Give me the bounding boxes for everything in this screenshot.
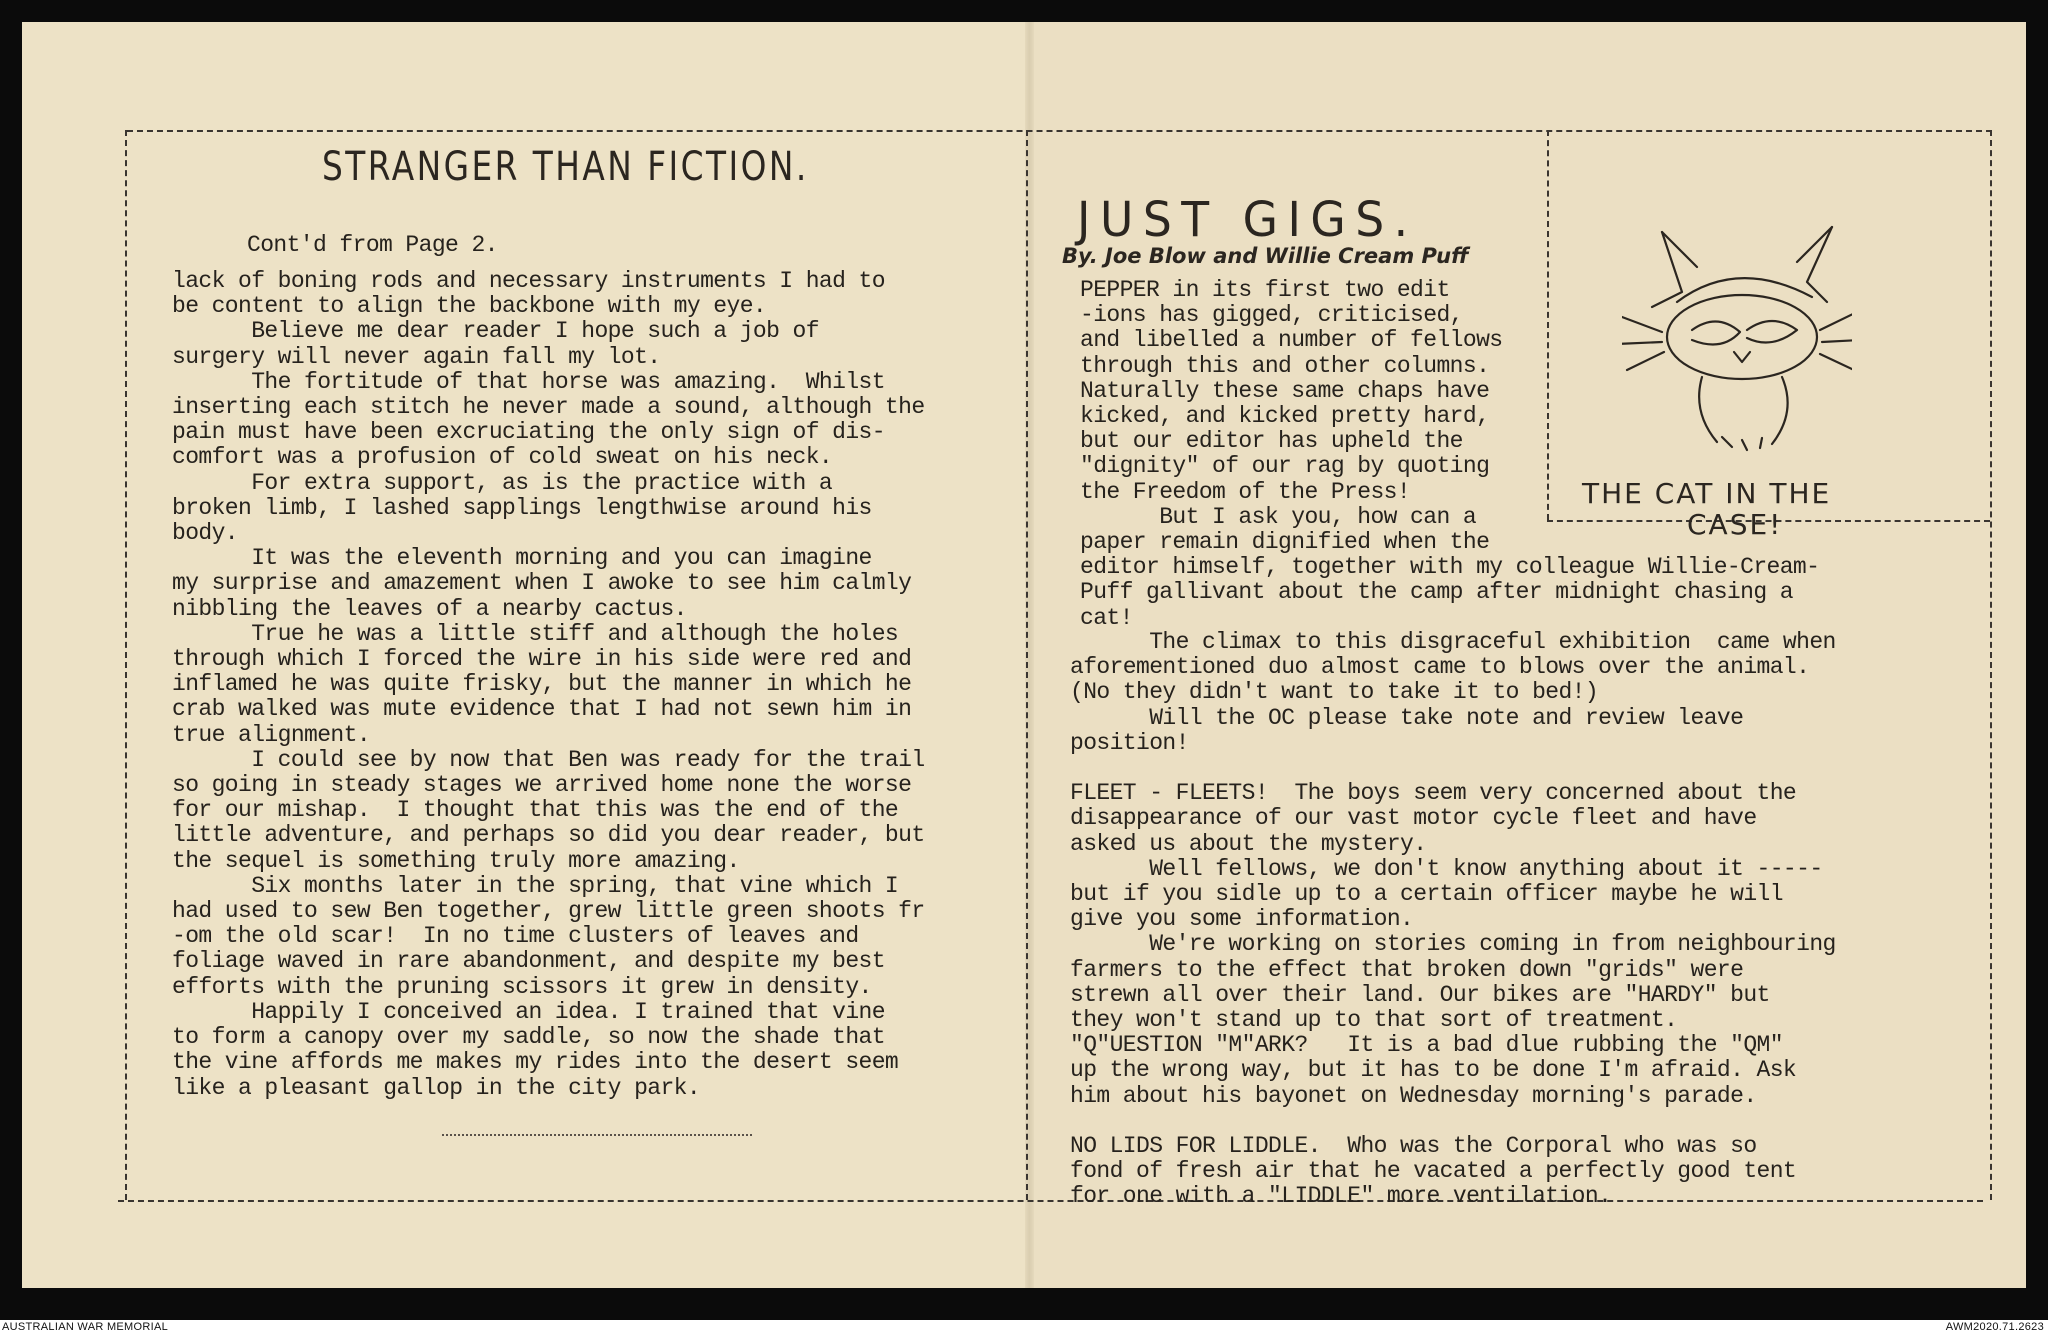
text-line: aforementioned duo almost came to blows over the animal. xyxy=(1070,654,1810,681)
text-line: asked us about the mystery. xyxy=(1070,830,1427,857)
text-line: editor himself, together with my colleague Willie-Cream- xyxy=(1080,554,1820,581)
text-line: Naturally these same chaps have xyxy=(1080,377,1490,404)
text-line: "Q"UESTION "M"ARK? It is a bad dlue rubbing the "QM" xyxy=(1070,1032,1783,1059)
text-line xyxy=(1070,1109,1836,1134)
text-line: farmers to the effect that broken down "grids" were xyxy=(1070,956,1744,983)
text-line: -om the old scar! In no time clusters of leaves and xyxy=(172,923,859,950)
catalogue-number: AWM2020.71.2623 xyxy=(1945,1321,2044,1333)
text-line: lack of boning rods and necessary instruments I had to xyxy=(172,268,885,294)
text-line: little adventure, and perhaps so did you dear reader, but xyxy=(172,822,925,849)
text-line: comfort was a profusion of cold sweat on his neck. xyxy=(172,444,833,471)
text-line: for one with a "LIDDLE" more ventilation. xyxy=(1070,1183,1612,1210)
text-line: they won't stand up to that sort of treatment. xyxy=(1070,1007,1678,1034)
text-line: be content to align the backbone with my eye. xyxy=(172,293,767,320)
text-line: True he was a little stiff and although the holes xyxy=(172,620,899,647)
frame-border-right xyxy=(1990,130,1992,1200)
text-line: efforts with the pruning scissors it grew in density. xyxy=(172,973,872,1000)
text-line: It was the eleventh morning and you can imagine xyxy=(172,545,872,572)
text-line: the sequel is something truly more amazing. xyxy=(172,847,740,874)
text-line: up the wrong way, but it has to be done I'm afraid. Ask xyxy=(1070,1057,1797,1084)
text-line: PEPPER in its first two edit xyxy=(1080,277,1450,303)
text-line: NO LIDS FOR LIDDLE. Who was the Corporal who was so xyxy=(1070,1133,1757,1160)
text-line: through this and other columns. xyxy=(1080,352,1490,379)
column-divider xyxy=(1026,130,1028,1200)
frame-border-left xyxy=(125,130,127,1200)
text-line: Happily I conceived an idea. I trained that vine xyxy=(172,998,885,1025)
text-line: Six months later in the spring, that vine which I xyxy=(172,872,899,899)
text-line: through which I forced the wire in his side were red and xyxy=(172,646,912,673)
cat-caption-line1: THE CAT IN THE xyxy=(1582,477,1832,510)
text-line: -ions has gigged, criticised, xyxy=(1080,302,1463,329)
text-line: so going in steady stages we arrived home none the worse xyxy=(172,772,912,799)
text-line: and libelled a number of fellows xyxy=(1080,327,1503,354)
text-line: the Freedom of the Press! xyxy=(1080,478,1411,505)
text-line: Will the OC please take note and review leave xyxy=(1070,704,1744,731)
text-line: the vine affords me makes my rides into the desert seem xyxy=(172,1049,899,1076)
text-line: give you some information. xyxy=(1070,906,1414,933)
cat-caption-line2: CASE! xyxy=(1687,508,1783,541)
text-line: paper remain dignified when the xyxy=(1080,529,1490,556)
text-line: (No they didn't want to take it to bed!) xyxy=(1070,679,1599,706)
text-line: kicked, and kicked pretty hard, xyxy=(1080,403,1490,430)
text-line: I could see by now that Ben was ready for the trail xyxy=(172,746,925,773)
frame-border-top xyxy=(127,130,1992,132)
text-line: cat! xyxy=(1080,604,1133,631)
text-line: "dignity" of our rag by quoting xyxy=(1080,453,1490,480)
text-line: The fortitude of that horse was amazing. Whilst xyxy=(172,368,885,395)
text-line: crab walked was mute evidence that I had not sewn him in xyxy=(172,696,912,723)
footer-bar xyxy=(0,1320,2048,1333)
text-line: inflamed he was quite frisky, but the manner in which he xyxy=(172,671,912,698)
byline: By. Joe Blow and Willie Cream Puff xyxy=(1062,244,1469,268)
text-line: For extra support, as is the practice with a xyxy=(172,469,833,496)
text-line: had used to sew Ben together, grew little green shoots fr xyxy=(172,898,925,925)
text-line: body. xyxy=(172,520,239,547)
text-line: The climax to this disgraceful exhibition came when xyxy=(1070,629,1836,655)
text-line: for our mishap. I thought that this was the end of the xyxy=(172,797,899,824)
text-line: true alignment. xyxy=(172,721,371,748)
continued-note: Cont'd from Page 2. xyxy=(247,232,498,258)
text-line: FLEET - FLEETS! The boys seem very concerned about the xyxy=(1070,780,1797,807)
text-line: foliage waved in rare abandonment, and despite my best xyxy=(172,948,885,975)
text-line: nibbling the leaves of a nearby cactus. xyxy=(172,595,687,622)
text-line: fond of fresh air that he vacated a perfectly good tent xyxy=(1070,1158,1797,1185)
text-line: strewn all over their land. Our bikes are "HARDY" but xyxy=(1070,981,1770,1008)
credit-line: AUSTRALIAN WAR MEMORIAL xyxy=(2,1321,169,1333)
text-line: but if you sidle up to a certain officer maybe he will xyxy=(1070,881,1783,908)
newsletter-spread xyxy=(22,22,2026,1288)
gigs-column-lower xyxy=(1070,630,1836,1210)
text-line: surgery will never again fall my lot. xyxy=(172,343,661,370)
text-line: We're working on stories coming in from neighbouring xyxy=(1070,931,1836,958)
text-line: position! xyxy=(1070,729,1189,756)
text-line: like a pleasant gallop in the city park. xyxy=(172,1074,701,1101)
text-line: Well fellows, we don't know anything about it ----- xyxy=(1070,855,1823,882)
text-line: disappearance of our vast motor cycle fleet and have xyxy=(1070,805,1757,832)
end-separator xyxy=(442,1134,752,1136)
text-line: broken limb, I lashed sapplings lengthwise around his xyxy=(172,494,872,521)
text-line: him about his bayonet on Wednesday morning's parade. xyxy=(1070,1082,1757,1109)
article-title: STRANGER THAN FICTION. xyxy=(322,144,809,190)
text-line: to form a canopy over my saddle, so now the shade that xyxy=(172,1024,885,1051)
text-line: Believe me dear reader I hope such a job of xyxy=(172,318,819,345)
text-line: But I ask you, how can a xyxy=(1080,503,1477,530)
cat-drawing xyxy=(1622,212,1852,452)
text-line: inserting each stitch he never made a sound, although the xyxy=(172,394,925,421)
text-line: my surprise and amazement when I awoke to see him calmly xyxy=(172,570,912,597)
text-line xyxy=(1070,756,1836,781)
column-title: JUST GIGS. xyxy=(1077,192,1418,248)
text-line: but our editor has upheld the xyxy=(1080,428,1463,455)
article-body xyxy=(172,269,925,1101)
text-line: pain must have been excruciating the only sign of dis- xyxy=(172,419,885,446)
text-line: Puff gallivant about the camp after midnight chasing a xyxy=(1080,579,1793,606)
